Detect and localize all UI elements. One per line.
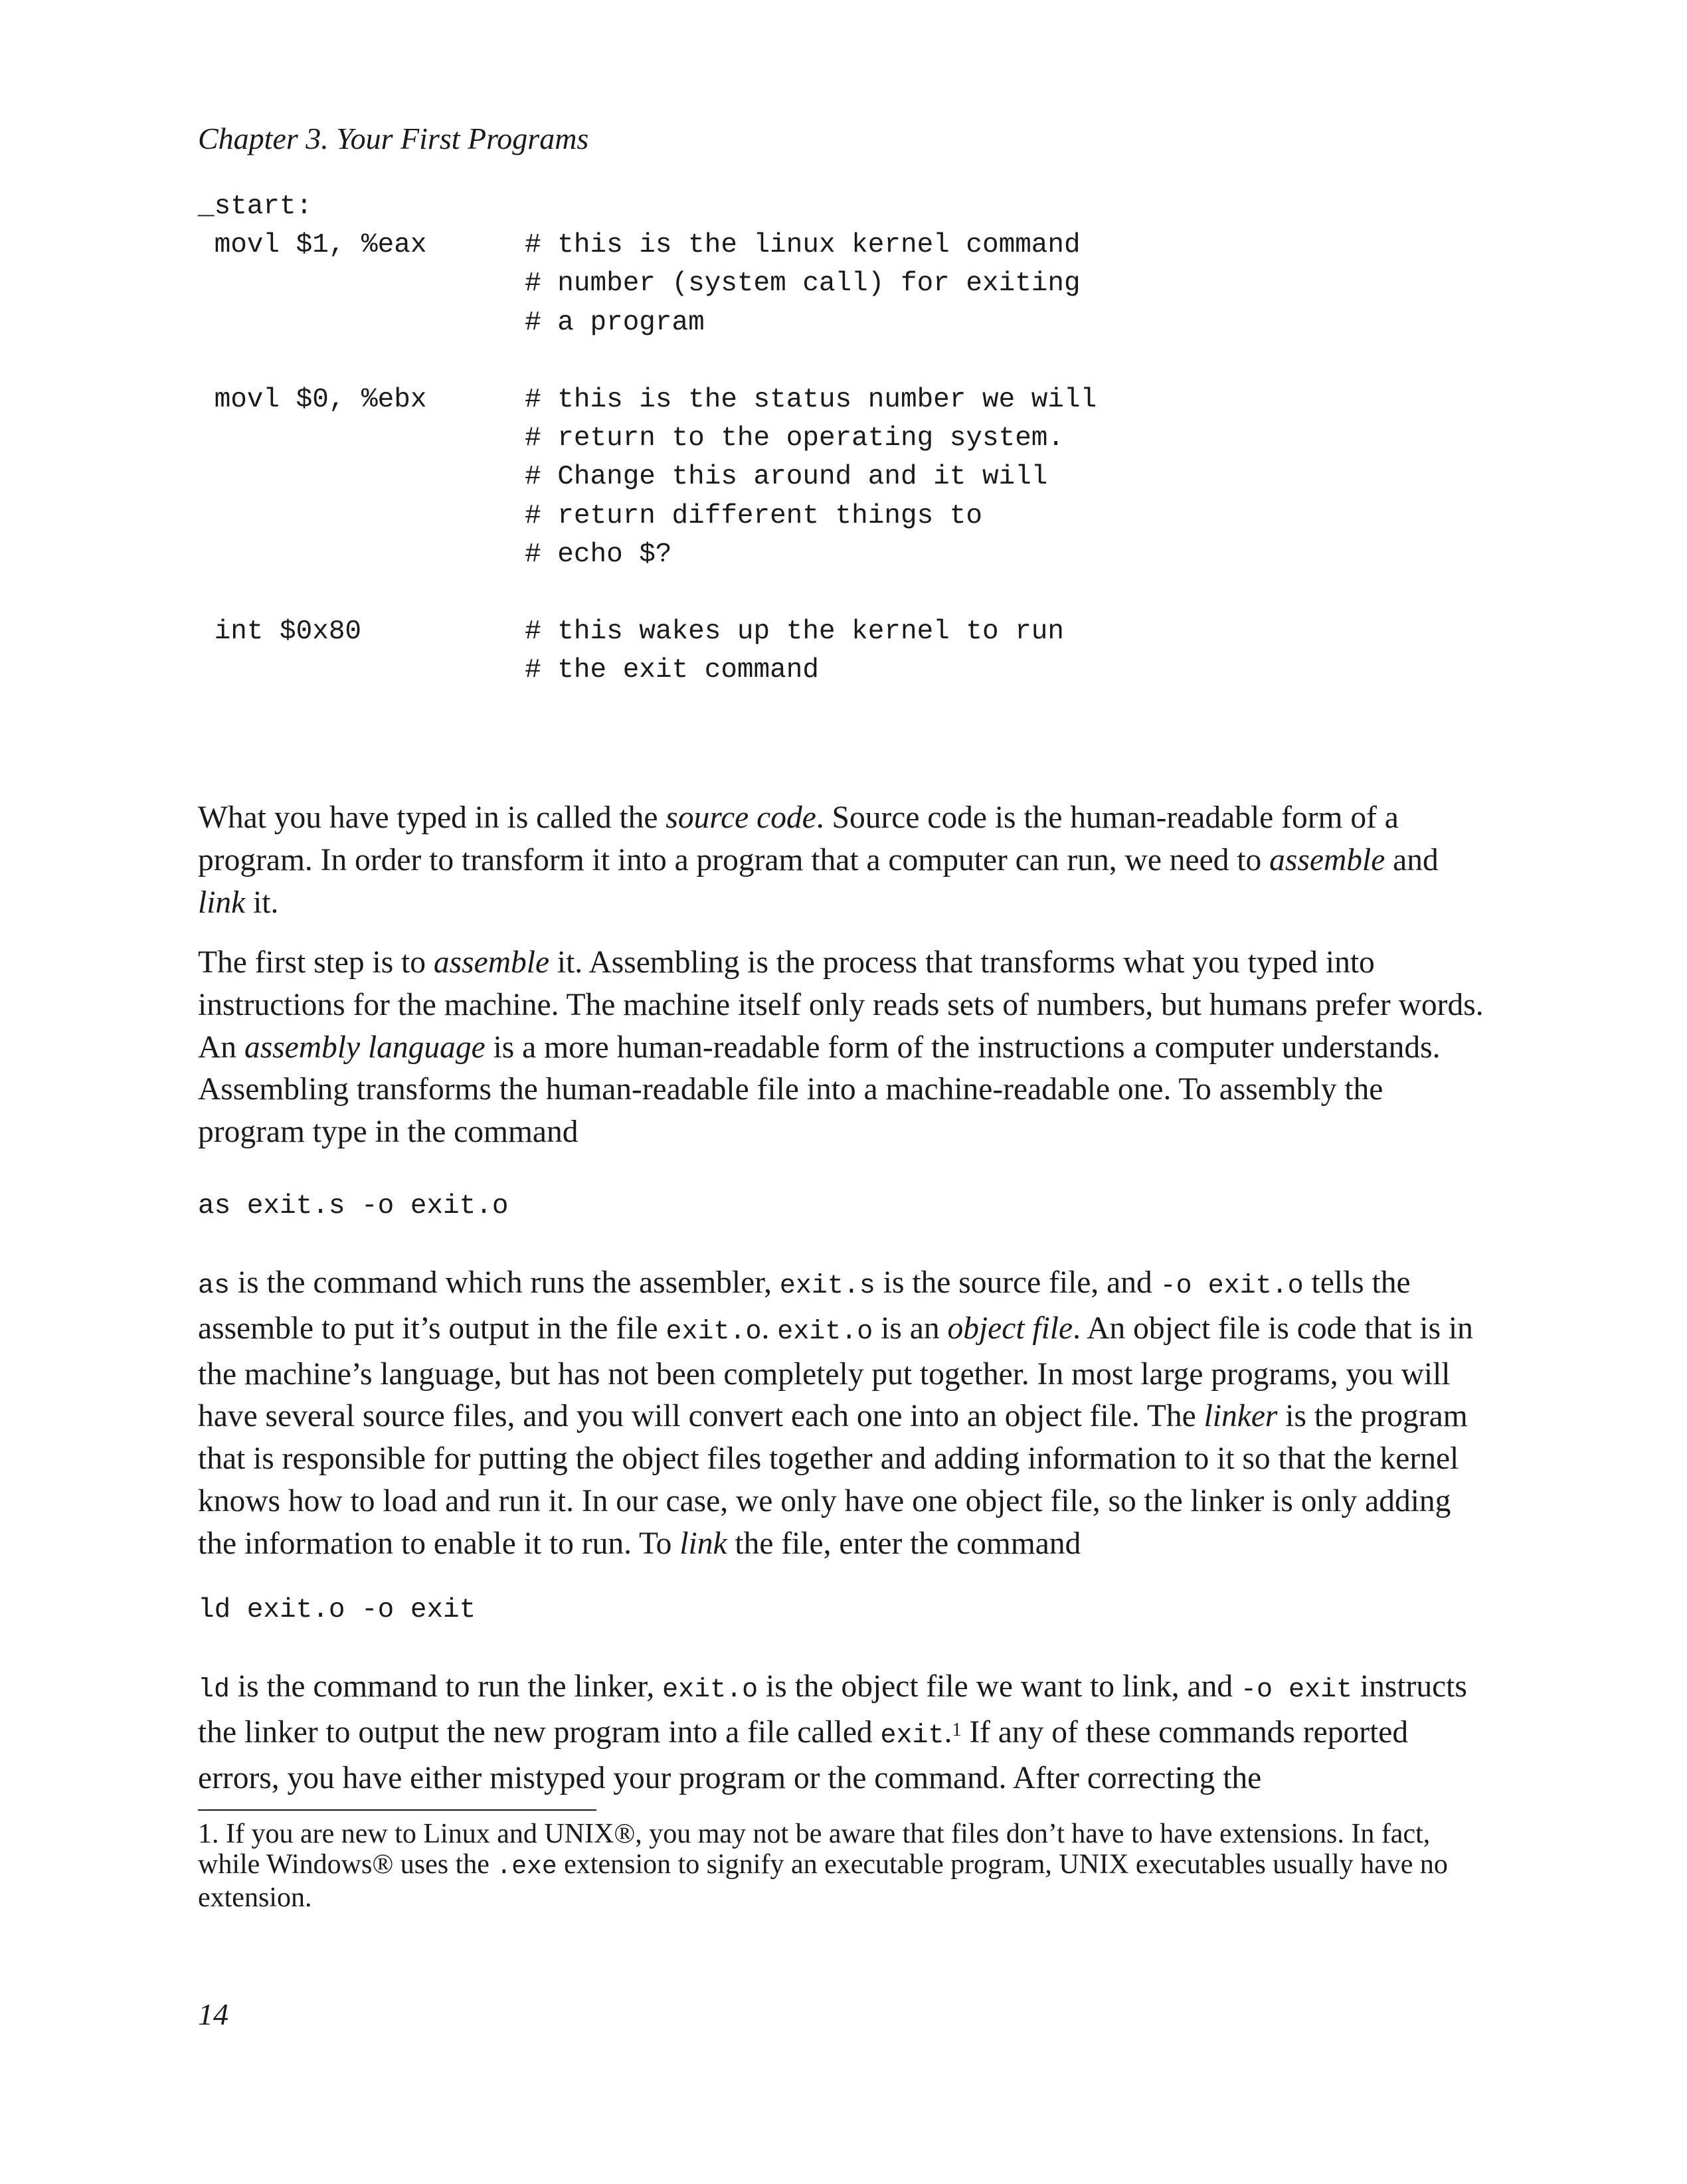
p3-text-b: is the command which runs the assembler, (230, 1265, 780, 1300)
p3-text-f: tells the assemble to put it’s output in the file (198, 1265, 1411, 1346)
p2-text-e: is a more human-readable form of the instructions a computer understands. Assembling transforms the human-readable file into a machine-readable one. To assembly the program type in the command (198, 1030, 1441, 1150)
p2-text-c: it. Assembling is the process that transforms what you typed into instructions for the machine. The machine itself only reads sets of numbers, but humans prefer words. An (198, 945, 1484, 1065)
p4-code-exit-o: exit.o (662, 1675, 758, 1705)
p3-code-exit-o-2: exit.o (777, 1317, 873, 1347)
p4-text-i: If any of these commands reported errors, you have either mistyped your program or the command. After correcting the (198, 1714, 1409, 1795)
p3-text-d: is the source file, and (875, 1265, 1160, 1300)
p1-term-assemble: assemble (1269, 842, 1385, 877)
paragraph-source-code (198, 797, 1486, 924)
p2-term-assemble: assemble (433, 945, 550, 980)
paragraph-object-file (198, 1262, 1486, 1566)
paragraph-linker (198, 1666, 1486, 1799)
code-line: # number (system call) for exiting (198, 268, 1081, 300)
p3-text-n: is the program that is responsible for putting the object files together and adding information to it so that the kernel knows how to load and run it. In our case, we only have one object file, so the linker is only adding the information to enable it to run. To (198, 1399, 1468, 1561)
code-line: # a program (198, 307, 705, 338)
footnote (198, 1819, 1486, 1913)
p1-text-e: and (1385, 842, 1439, 877)
code-line: int $0x80 # this wakes up the kernel to run (198, 616, 1065, 648)
p2-term-assembly-language: assembly language (244, 1030, 486, 1065)
code-line (198, 574, 1097, 612)
code-line: # echo $? (198, 539, 672, 570)
p3-text-j: is an (873, 1311, 948, 1346)
code-listing (198, 187, 1097, 690)
p1-text-a: What you have typed in is called the (198, 800, 666, 835)
page-number: 14 (198, 1997, 228, 2031)
footnote-text-a: 1. If you are new to Linux and UNIX®, you may not be aware that files don’t have to have extensions. In fact, while Windows® uses the (198, 1819, 1431, 1880)
p3-term-object-file: object file (947, 1311, 1073, 1346)
chapter-header: Chapter 3. Your First Programs (198, 122, 589, 155)
p3-text-h: . (761, 1311, 778, 1346)
p4-code-exit: exit (880, 1720, 944, 1751)
footnote-ref[interactable]: 1 (952, 1719, 962, 1740)
p4-code-ld: ld (198, 1675, 230, 1705)
code-line (198, 342, 1097, 381)
p4-text-b: is the command to run the linker, (230, 1669, 663, 1704)
code-line: movl $0, %ebx # this is the status number we will (198, 385, 1097, 416)
p4-text-h: . (944, 1714, 952, 1750)
p1-text-g: it. (245, 885, 279, 920)
p1-text-c: . Source code is the human-readable form of a program. In order to transform it into a program that a computer can run, we need to (198, 800, 1399, 877)
code-line: # the exit command (198, 655, 819, 686)
p3-code-exit-s: exit.s (779, 1271, 875, 1301)
footnote-divider (198, 1809, 596, 1811)
p3-term-linker: linker (1203, 1399, 1278, 1434)
p3-text-p: the file, enter the command (727, 1526, 1081, 1561)
p4-text-f: instructs the linker to output the new program into a file called (198, 1669, 1467, 1750)
p3-code-exit-o-1: exit.o (666, 1317, 762, 1347)
code-line: _start: (198, 191, 313, 222)
paragraph-assemble (198, 942, 1486, 1154)
code-line: movl $1, %eax # this is the linux kernel command (198, 230, 1081, 261)
p3-code-as: as (198, 1271, 230, 1301)
p2-text-a: The first step is to (198, 945, 434, 980)
footnote-code-exe: .exe (496, 1853, 557, 1881)
assemble-command: as exit.s -o exit.o (198, 1191, 509, 1222)
p3-term-link: link (679, 1526, 727, 1561)
p1-term-source-code: source code (666, 800, 816, 835)
p4-text-d: is the object file we want to link, and (758, 1669, 1241, 1704)
p3-code-o-exit-o: -o exit.o (1160, 1271, 1304, 1301)
p3-text-l: . An object file is code that is in the machine’s language, but has not been completely put together. In most large programs, you will have several source files, and you will convert each one into an object file. The (198, 1311, 1473, 1434)
code-line: # Change this around and it will (198, 462, 1048, 493)
footnote-text-c: extension to signify an executable program, UNIX executables usually have no extension. (198, 1849, 1448, 1913)
code-line: # return to the operating system. (198, 423, 1065, 454)
p1-term-link: link (198, 885, 246, 920)
link-command: ld exit.o -o exit (198, 1595, 476, 1625)
code-line: # return different things to (198, 500, 982, 531)
p4-code-o-exit: -o exit (1240, 1675, 1353, 1705)
